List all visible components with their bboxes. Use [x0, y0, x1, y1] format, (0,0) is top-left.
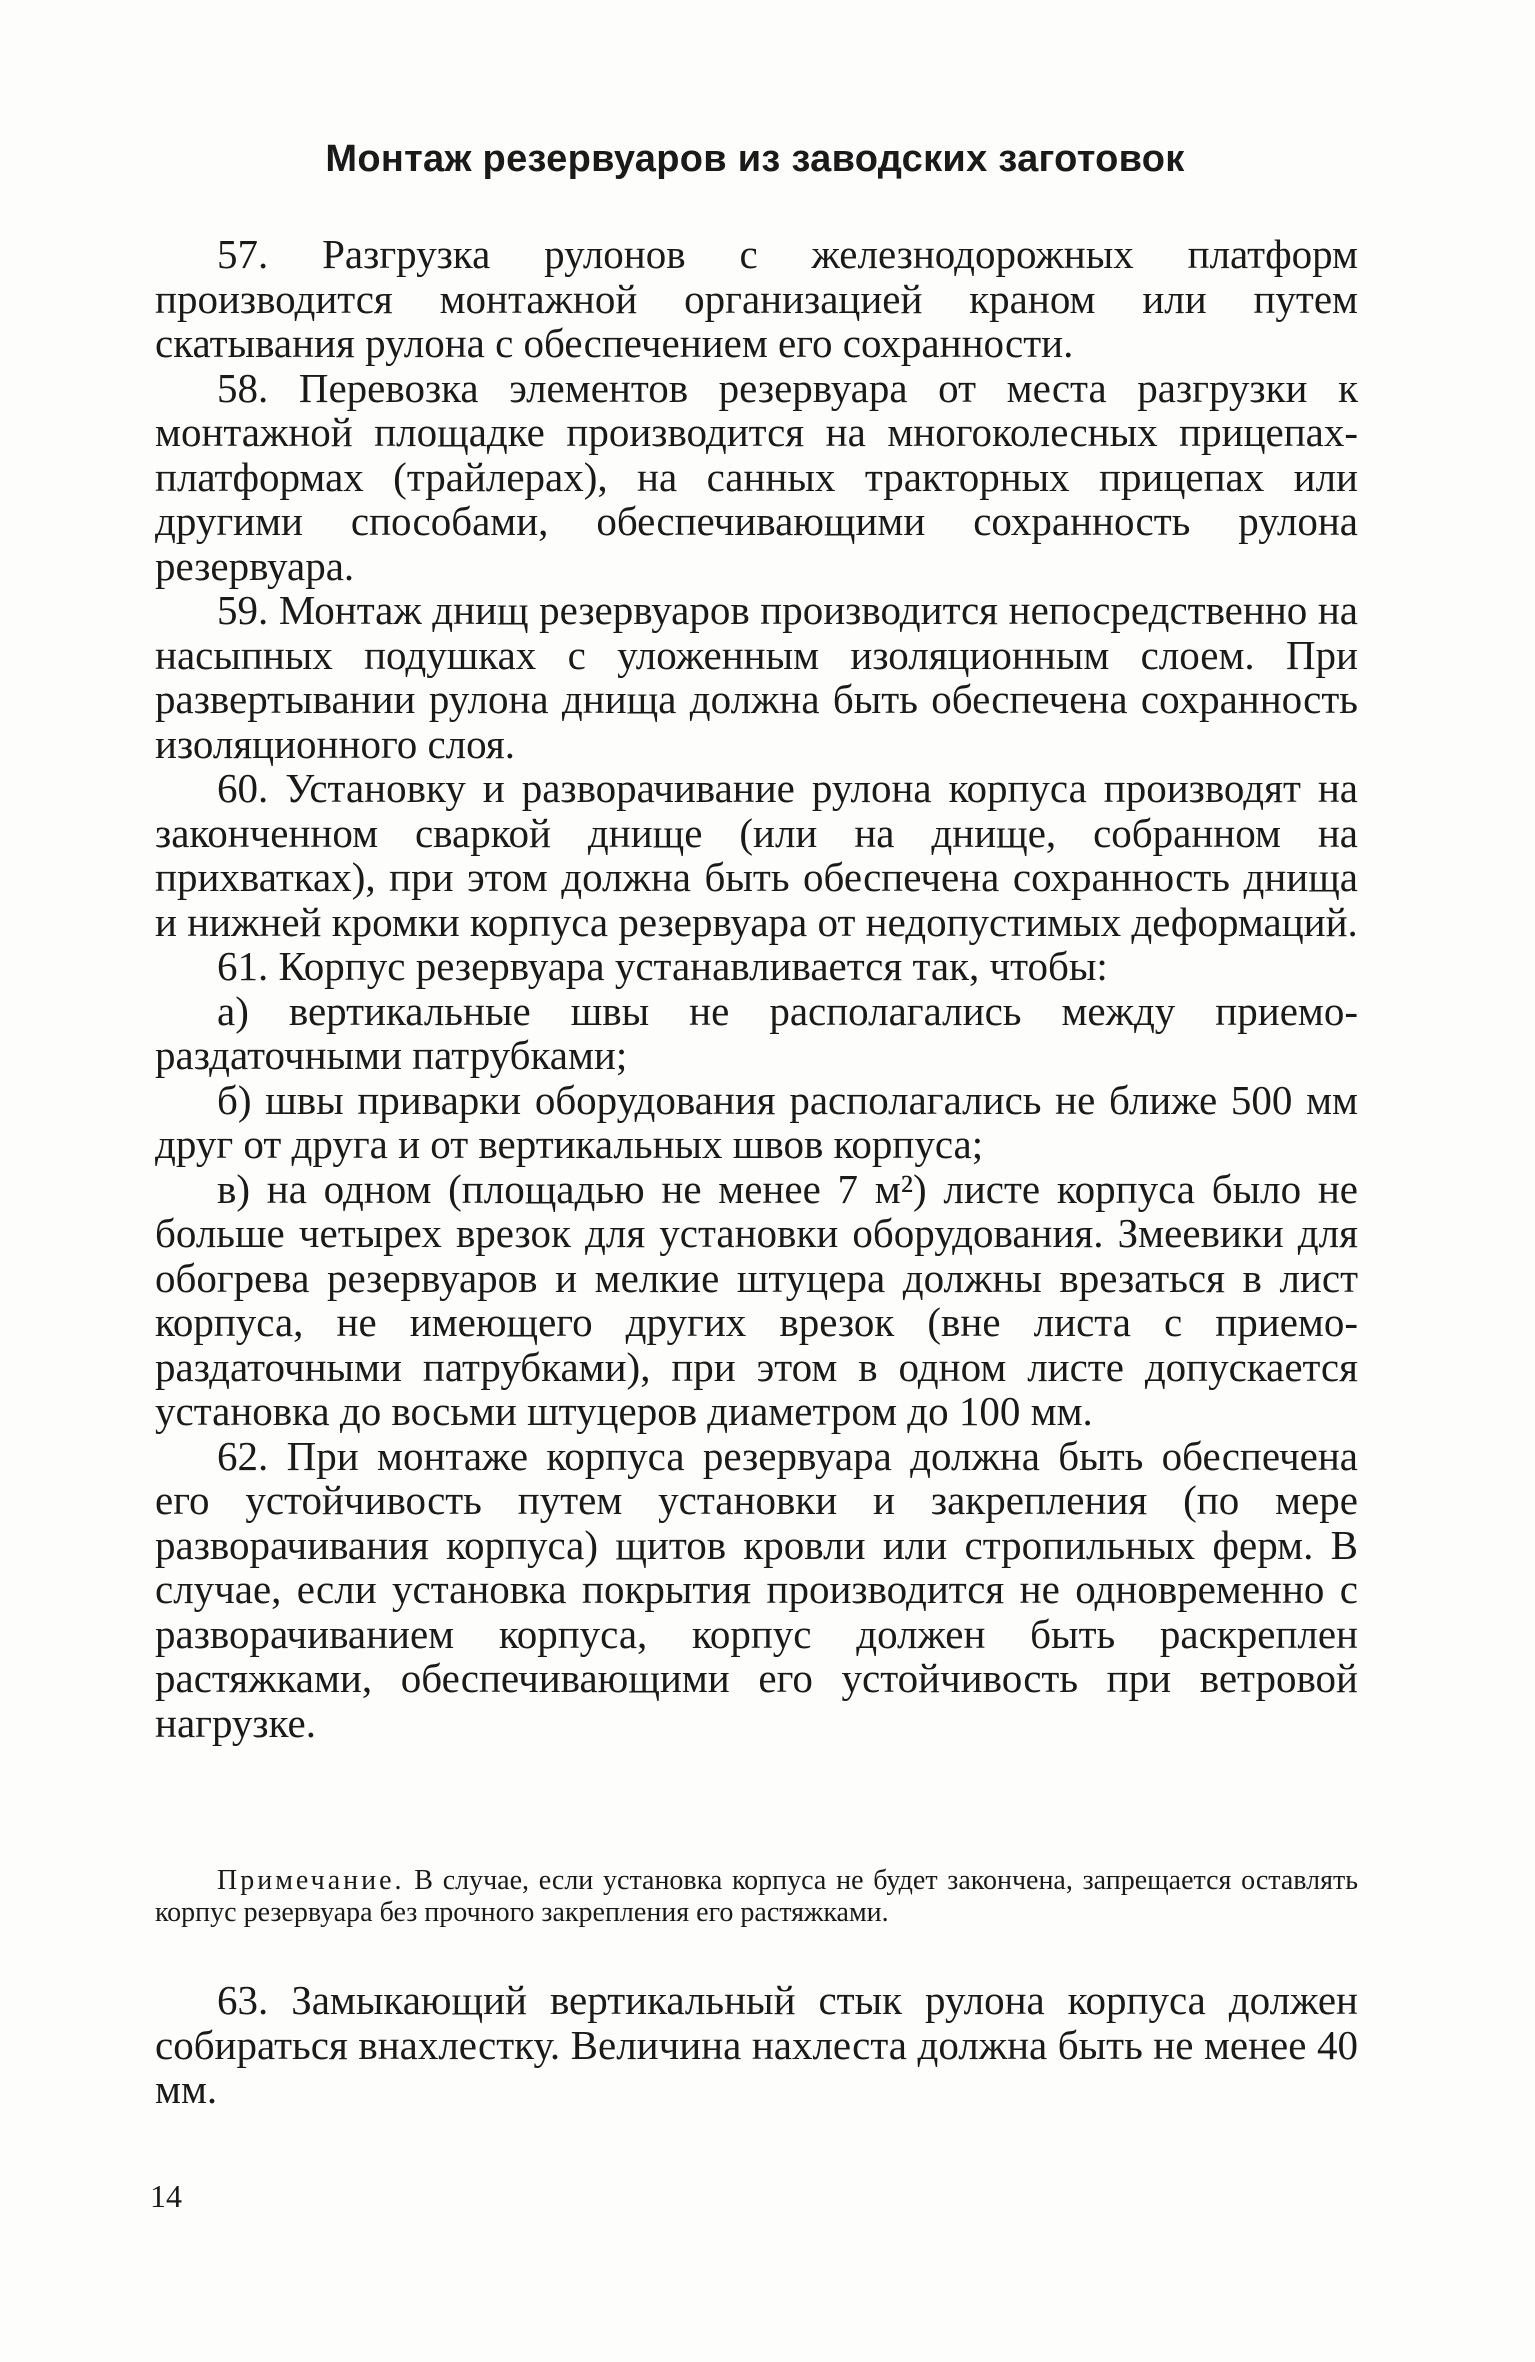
section-title: Монтаж резервуаров из заводских заготовок: [325, 138, 1185, 180]
paragraph-61-item-a: а) вертикальные швы не располагались между приемо-раздаточными патрубками;: [155, 987, 1358, 1078]
paragraph-60: 60. Установку и разворачивание рулона корпуса производят на законченном сваркой днище (или на днище, собранном на прихватках), при этом должна быть обеспечена сохранность днища и нижней кромки корпуса резервуара от недопустимых деформаций.: [155, 765, 1358, 945]
body-text-continued: [155, 1978, 1358, 2112]
body-text: [155, 232, 1358, 1745]
paragraph-62: 62. При монтаже корпуса резервуара должна быть обеспечена его устойчивость путем установки и закрепления (по мере разворачивания корпуса) щитов кровли или стропильных ферм. В случае, если установка покрытия производится не одновременно с разворачиванием корпуса, корпус должен быть раскреплен растяжками, обеспечивающими его устойчивость при ветровой нагрузке.: [155, 1432, 1358, 1746]
note-label: Примечание.: [217, 1865, 405, 1896]
paragraph-61-item-v: в) на одном (площадью не менее 7 м²) листе корпуса было не больше четырех врезок для установки оборудования. Змеевики для обогрева резервуаров и мелкие штуцера должны врезаться в лист корпуса, не имеющего других врезок (вне листа с приемо-раздаточными патрубками), при этом в одном листе допускается установка до восьми штуцеров диаметром до 100 мм.: [155, 1165, 1358, 1434]
paragraph-61-item-b: б) швы приварки оборудования располагались не ближе 500 мм друг от друга и от вертикальных швов корпуса;: [155, 1076, 1358, 1167]
paragraph-57: 57. Разгрузка рулонов с железнодорожных платформ производится монтажной организацией краном или путем скатывания рулона с обеспечением его сохранности.: [155, 231, 1358, 366]
paragraph-63: 63. Замыкающий вертикальный стык рулона корпуса должен собираться внахлестку. Величина нахлеста должна быть не менее 40 мм.: [155, 1977, 1358, 2112]
paragraph-61: 61. Корпус резервуара устанавливается так, чтобы:: [217, 943, 1108, 989]
page-number: 14: [150, 2178, 182, 2214]
paragraph-59: 59. Монтаж днищ резервуаров производится непосредственно на насыпных подушках с уложенным изоляционным слоем. При развертывании рулона днища должна быть обеспечена сохранность изоляционного слоя.: [155, 587, 1358, 767]
note-text: В случае, если установка корпуса не будет закончена, запрещается оставлять корпус резервуара без прочного закрепления его растяжками.: [155, 1865, 1358, 1928]
note: [155, 1865, 1358, 1929]
paragraph-58: 58. Перевозка элементов резервуара от места разгрузки к монтажной площадке производится на многоколесных прицепах-платформах (трайлерах), на санных тракторных прицепах или другими способами, обеспечивающими сохранность рулона резервуара.: [155, 364, 1358, 589]
